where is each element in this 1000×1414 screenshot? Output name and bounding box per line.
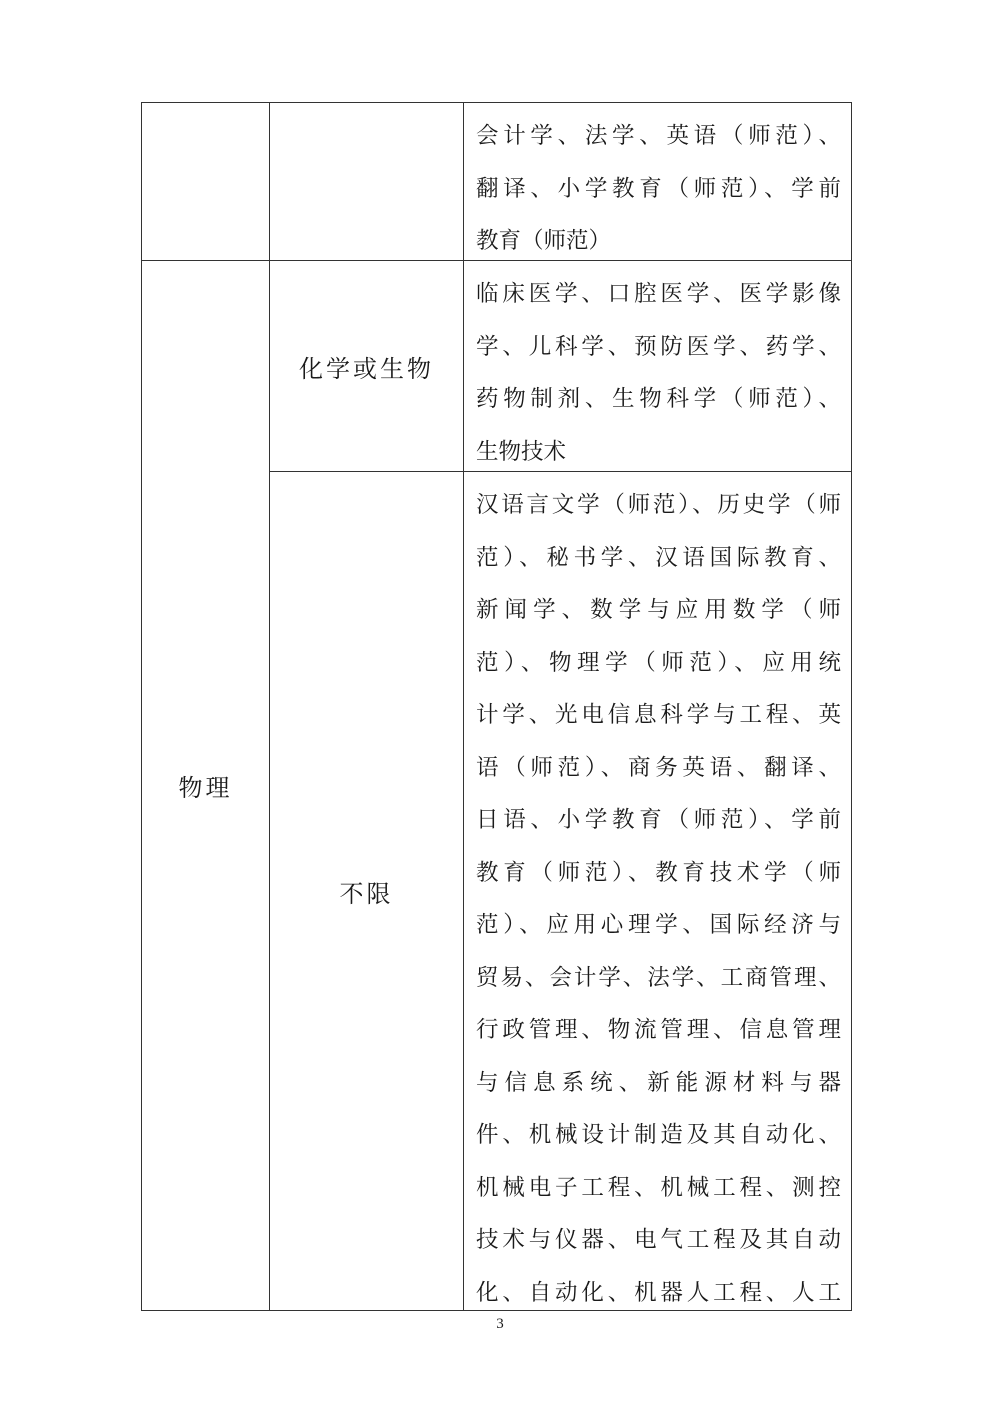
subject-major-table (141, 102, 852, 1311)
majors-line: 贸易、会计学、法学、工商管理、 (476, 964, 841, 991)
majors-line: 行政管理、物流管理、信息管理 (476, 1017, 841, 1043)
row2a-subject2-cell (269, 260, 464, 472)
majors-line: 范）、秘书学、汉语国际教育、 (476, 544, 841, 571)
row2b-subject2-cell (269, 471, 464, 1311)
majors-line: 临床医学、口腔医学、医学影像 (476, 281, 841, 307)
majors-line: 教育（师范） (476, 228, 612, 254)
majors-line: 技术与仪器、电气工程及其自动 (476, 1227, 841, 1253)
majors-line: 与信息系统、新能源材料与器 (476, 1069, 841, 1096)
majors-line: 新闻学、数学与应用数学（师 (476, 597, 841, 623)
majors-line: 范）、物理学（师范）、应用统 (476, 649, 841, 676)
row1-subject1-cell (141, 102, 270, 261)
majors-line: 计学、光电信息科学与工程、英 (476, 702, 841, 728)
row2a-majors-cell (463, 260, 852, 472)
row1-majors-cell (463, 102, 852, 261)
majors-line: 件、机械设计制造及其自动化、 (476, 1122, 841, 1148)
majors-line: 汉语言文学（师范）、历史学（师 (476, 492, 841, 518)
majors-line: 语（师范）、商务英语、翻译、 (476, 754, 841, 781)
majors-line: 翻译、小学教育（师范）、学前 (476, 175, 841, 202)
majors-line: 机械电子工程、机械工程、测控 (476, 1174, 841, 1201)
row2-subject1-cell (141, 260, 270, 1311)
majors-line: 教育（师范）、教育技术学（师 (476, 859, 841, 886)
row2b-majors-cell (463, 471, 852, 1311)
majors-line: 化、自动化、机器人工程、人工 (476, 1279, 841, 1306)
majors-line: 日语、小学教育（师范）、学前 (476, 807, 841, 833)
majors-line: 范）、应用心理学、国际经济与 (476, 912, 841, 938)
subject2-label: 化学或生物 (299, 354, 434, 383)
majors-line: 生物技术 (476, 438, 567, 465)
row1-subject2-cell (269, 102, 464, 261)
majors-line: 药物制剂、生物科学（师范）、 (476, 386, 841, 412)
subject1-label: 物理 (178, 774, 233, 802)
page-number: 3 (496, 1316, 504, 1332)
majors-line: 学、儿科学、预防医学、药学、 (476, 333, 841, 360)
subject2-label: 不限 (339, 879, 394, 908)
majors-line: 会计学、法学、英语（师范）、 (476, 123, 841, 149)
